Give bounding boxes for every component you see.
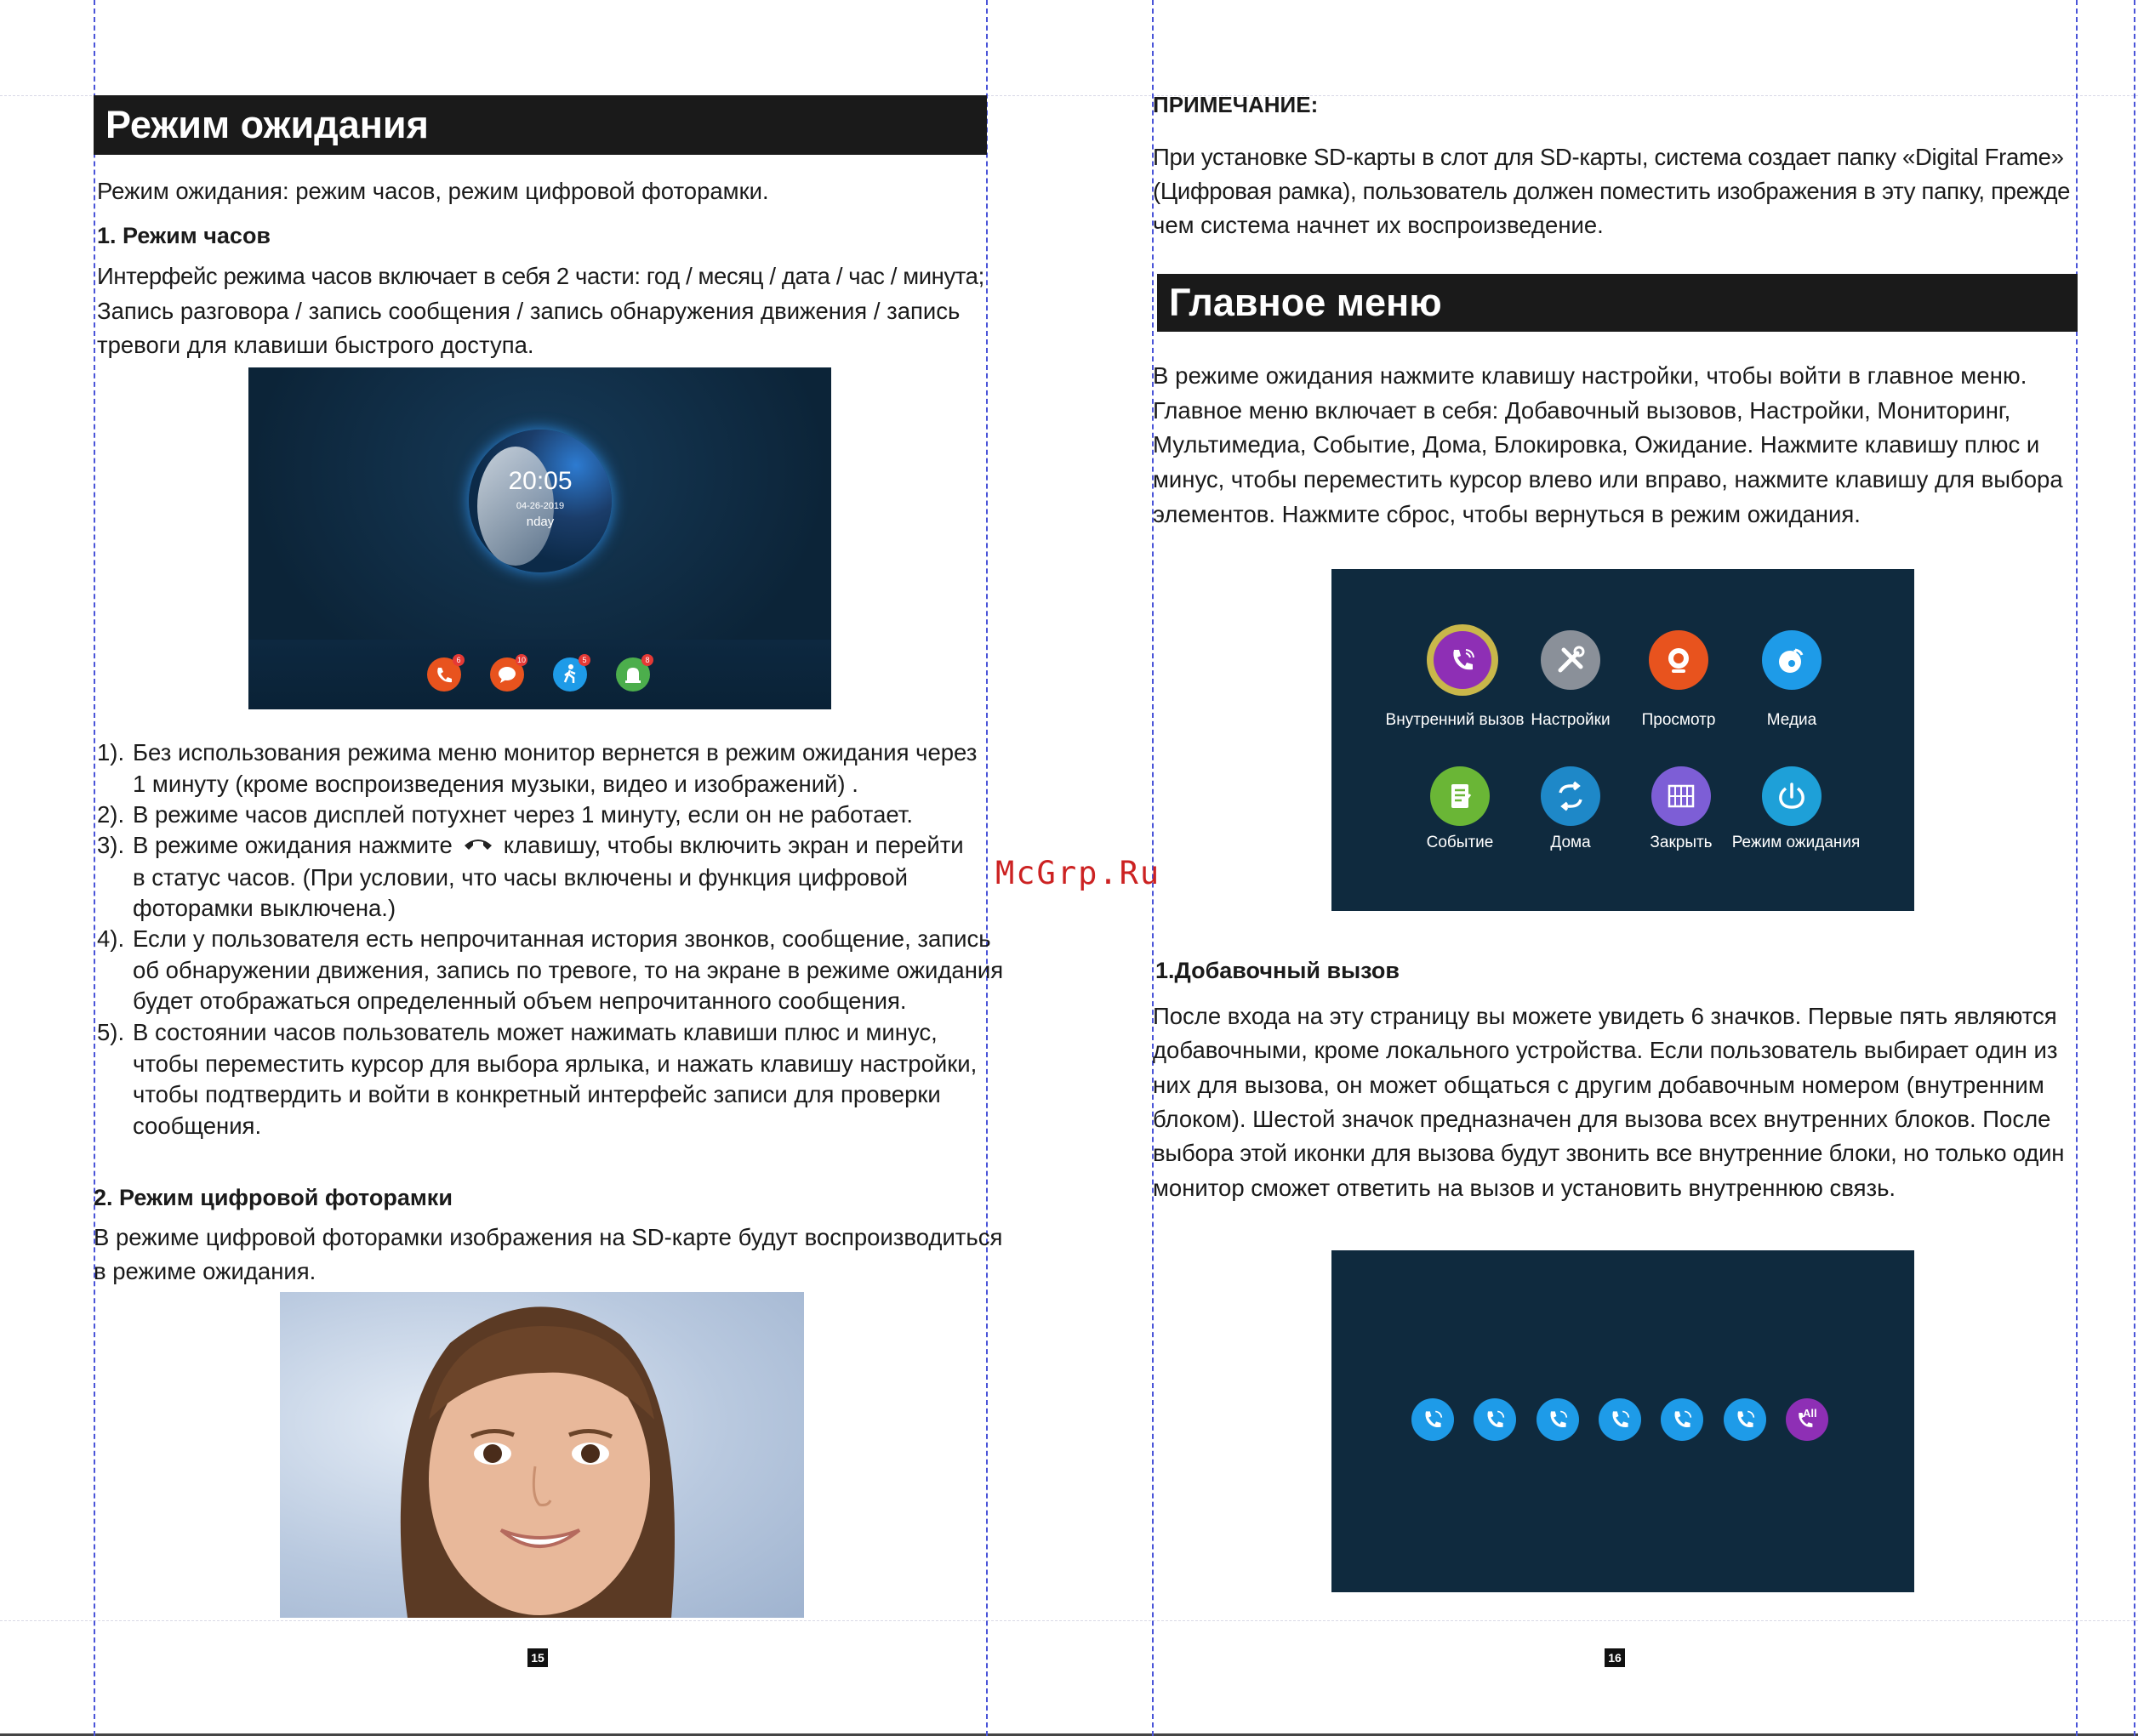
subheading-intercom: 1.Добавочный вызов xyxy=(1155,958,1400,983)
paragraph-line: При установке SD-карты в слот для SD-карты, система создает папку «Digital Frame» xyxy=(1153,144,2064,170)
badge-count: 10 xyxy=(516,656,526,664)
building-icon[interactable] xyxy=(1651,766,1711,826)
list-line: Без использования режима меню монитор вернется в режим ожидания через xyxy=(133,739,978,766)
clock-screen-image xyxy=(248,367,831,709)
paragraph-line: блоком). Шестой значок предназначен для вызова всех внутренних блоков. После xyxy=(1153,1106,2051,1132)
badge-count: 8 xyxy=(641,654,653,666)
watermark-text: McGrp.Ru xyxy=(995,855,1161,891)
child-portrait-photo xyxy=(280,1292,804,1618)
badge-count: 6 xyxy=(453,654,465,666)
paragraph-line: Запись разговора / запись сообщения / запись обнаружения движения / запись xyxy=(97,298,961,324)
menu-item-label: Просмотр xyxy=(1641,711,1716,729)
list-line: чтобы переместить курсор для выбора ярлыка, и нажать клавишу настройки, xyxy=(133,1050,978,1077)
clock-day: nday xyxy=(526,515,555,529)
menu-item-intercom[interactable] xyxy=(1427,624,1498,696)
paragraph-line: элементов. Нажмите сброс, чтобы вернуться в режим ожидания. xyxy=(1153,501,1861,527)
paragraph-line: Главное меню включает в себя: Добавочный вызовов, Настройки, Мониторинг, xyxy=(1153,397,2011,424)
badge-count: 5 xyxy=(579,654,590,666)
call-extension-icon[interactable] xyxy=(1724,1398,1766,1441)
paragraph-line: чем система начнет их воспроизведение. xyxy=(1153,212,1604,238)
paragraph-line: минус, чтобы переместить курсор влево или вправо, нажмите клавишу для выбора xyxy=(1153,466,2063,492)
intro-text: Режим ожидания: режим часов, режим цифровой фоторамки. xyxy=(97,178,769,204)
list-line: будет отображаться определенный объем непрочитанного сообщения. xyxy=(133,988,907,1014)
paragraph-line: в режиме ожидания. xyxy=(94,1258,316,1284)
list-number: 5). xyxy=(97,1019,125,1045)
clock-dial xyxy=(469,430,612,572)
paragraph-line: тревоги для клавиши быстрого доступа. xyxy=(97,332,534,358)
subheading-photo-frame: 2. Режим цифровой фоторамки xyxy=(94,1185,453,1210)
paragraph-line: (Цифровая рамка), пользователь должен поместить изображения в эту папку, прежде xyxy=(1153,178,2071,204)
swap-icon[interactable] xyxy=(1541,766,1600,826)
list-line: клавишу, чтобы включить экран и перейти xyxy=(503,832,964,858)
margin-guide xyxy=(2134,0,2135,1736)
margin-guide xyxy=(2076,0,2078,1736)
call-extension-icon[interactable] xyxy=(1537,1398,1579,1441)
camera-icon[interactable] xyxy=(1649,630,1708,690)
paragraph-line: После входа на эту страницу вы можете увидеть 6 значков. Первые пять являются xyxy=(1153,1003,2057,1029)
menu-item-label: Закрыть xyxy=(1650,834,1713,851)
paragraph-line: Интерфейс режима часов включает в себя 2 части: год / месяц / дата / час / минута; xyxy=(97,263,984,289)
list-line: чтобы подтвердить и войти в конкретный интерфейс записи для проверки xyxy=(133,1081,941,1107)
menu-item-label: Настройки xyxy=(1531,711,1611,729)
list-number: 3). xyxy=(97,832,125,858)
page-number: 16 xyxy=(1605,1648,1625,1667)
list-line: В режиме ожидания нажмите xyxy=(133,832,453,858)
shortcut-bar xyxy=(248,640,831,709)
paragraph-line: выбора этой иконки для вызова будут звонить все внутренние блоки, но только один xyxy=(1153,1140,2065,1166)
section-title: Режим ожидания xyxy=(94,95,987,155)
list-line: В состоянии часов пользователь может нажимать клавиши плюс и минус, xyxy=(133,1019,938,1045)
paragraph-line: них для вызова, он может общаться с другим добавочным номером (внутренним xyxy=(1153,1072,2044,1098)
margin-guide xyxy=(94,0,95,1736)
music-icon[interactable] xyxy=(1762,630,1822,690)
margin-guide xyxy=(986,0,988,1736)
crop-guide xyxy=(0,1620,2138,1621)
subheading-clock-mode: 1. Режим часов xyxy=(97,223,271,248)
clock-time: 20:05 xyxy=(508,467,573,495)
tools-icon[interactable] xyxy=(1541,630,1600,690)
list-line: В режиме часов дисплей потухнет через 1 минуту, если он не работает. xyxy=(133,801,913,828)
list-line: фоторамки выключена.) xyxy=(133,895,396,922)
paragraph-line: Мультимедиа, Событие, Дома, Блокировка, Ожидание. Нажмите клавишу плюс и xyxy=(1153,431,2040,458)
menu-item-label: Событие xyxy=(1426,834,1494,851)
list-line: сообщения. xyxy=(133,1112,262,1139)
list-line: Если у пользователя есть непрочитанная история звонков, сообщение, запись xyxy=(133,925,991,952)
notes-icon[interactable] xyxy=(1430,766,1490,826)
call-extension-icon[interactable] xyxy=(1599,1398,1641,1441)
page-number: 15 xyxy=(527,1648,548,1667)
menu-item-label: Медиа xyxy=(1766,711,1817,729)
call-extension-icon[interactable] xyxy=(1661,1398,1703,1441)
call-all-label: All xyxy=(1803,1407,1817,1420)
intercom-screen xyxy=(1331,1250,1914,1592)
call-extension-icon[interactable] xyxy=(1411,1398,1454,1441)
call-extension-icon[interactable] xyxy=(1474,1398,1516,1441)
list-number: 4). xyxy=(97,925,125,952)
clock-date: 04-26-2019 xyxy=(516,501,565,511)
list-line: об обнаружении движения, запись по тревоге, то на экране в режиме ожидания xyxy=(133,956,1004,983)
note-heading: ПРИМЕЧАНИЕ: xyxy=(1153,92,1319,117)
phone-icon xyxy=(1434,631,1491,689)
section-title: Главное меню xyxy=(1157,274,2078,332)
paragraph-line: добавочными, кроме локального устройства. Если пользователь выбирает один из xyxy=(1153,1037,2058,1063)
paragraph-line: В режиме цифровой фоторамки изображения на SD-карте будут воспроизводиться xyxy=(94,1224,1003,1250)
list-line: 1 минуту (кроме воспроизведения музыки, видео и изображений) . xyxy=(133,770,858,797)
main-menu-screen xyxy=(1331,569,1914,911)
menu-item-label: Внутренний вызов xyxy=(1385,711,1525,729)
handset-icon xyxy=(461,831,495,862)
paragraph-line: В режиме ожидания нажмите клавишу настройки, чтобы войти в главное меню. xyxy=(1153,362,2027,389)
list-number: 2). xyxy=(97,801,125,828)
power-icon[interactable] xyxy=(1762,766,1822,826)
list-line: в статус часов. (При условии, что часы включены и функция цифровой xyxy=(133,863,909,891)
menu-item-label: Дома xyxy=(1550,834,1591,851)
call-all-icon[interactable] xyxy=(1786,1398,1828,1441)
menu-item-label: Режим ожидания xyxy=(1731,834,1861,851)
list-number: 1). xyxy=(97,739,125,766)
paragraph-line: монитор сможет ответить на вызов и установить внутреннюю связь. xyxy=(1153,1175,1896,1201)
